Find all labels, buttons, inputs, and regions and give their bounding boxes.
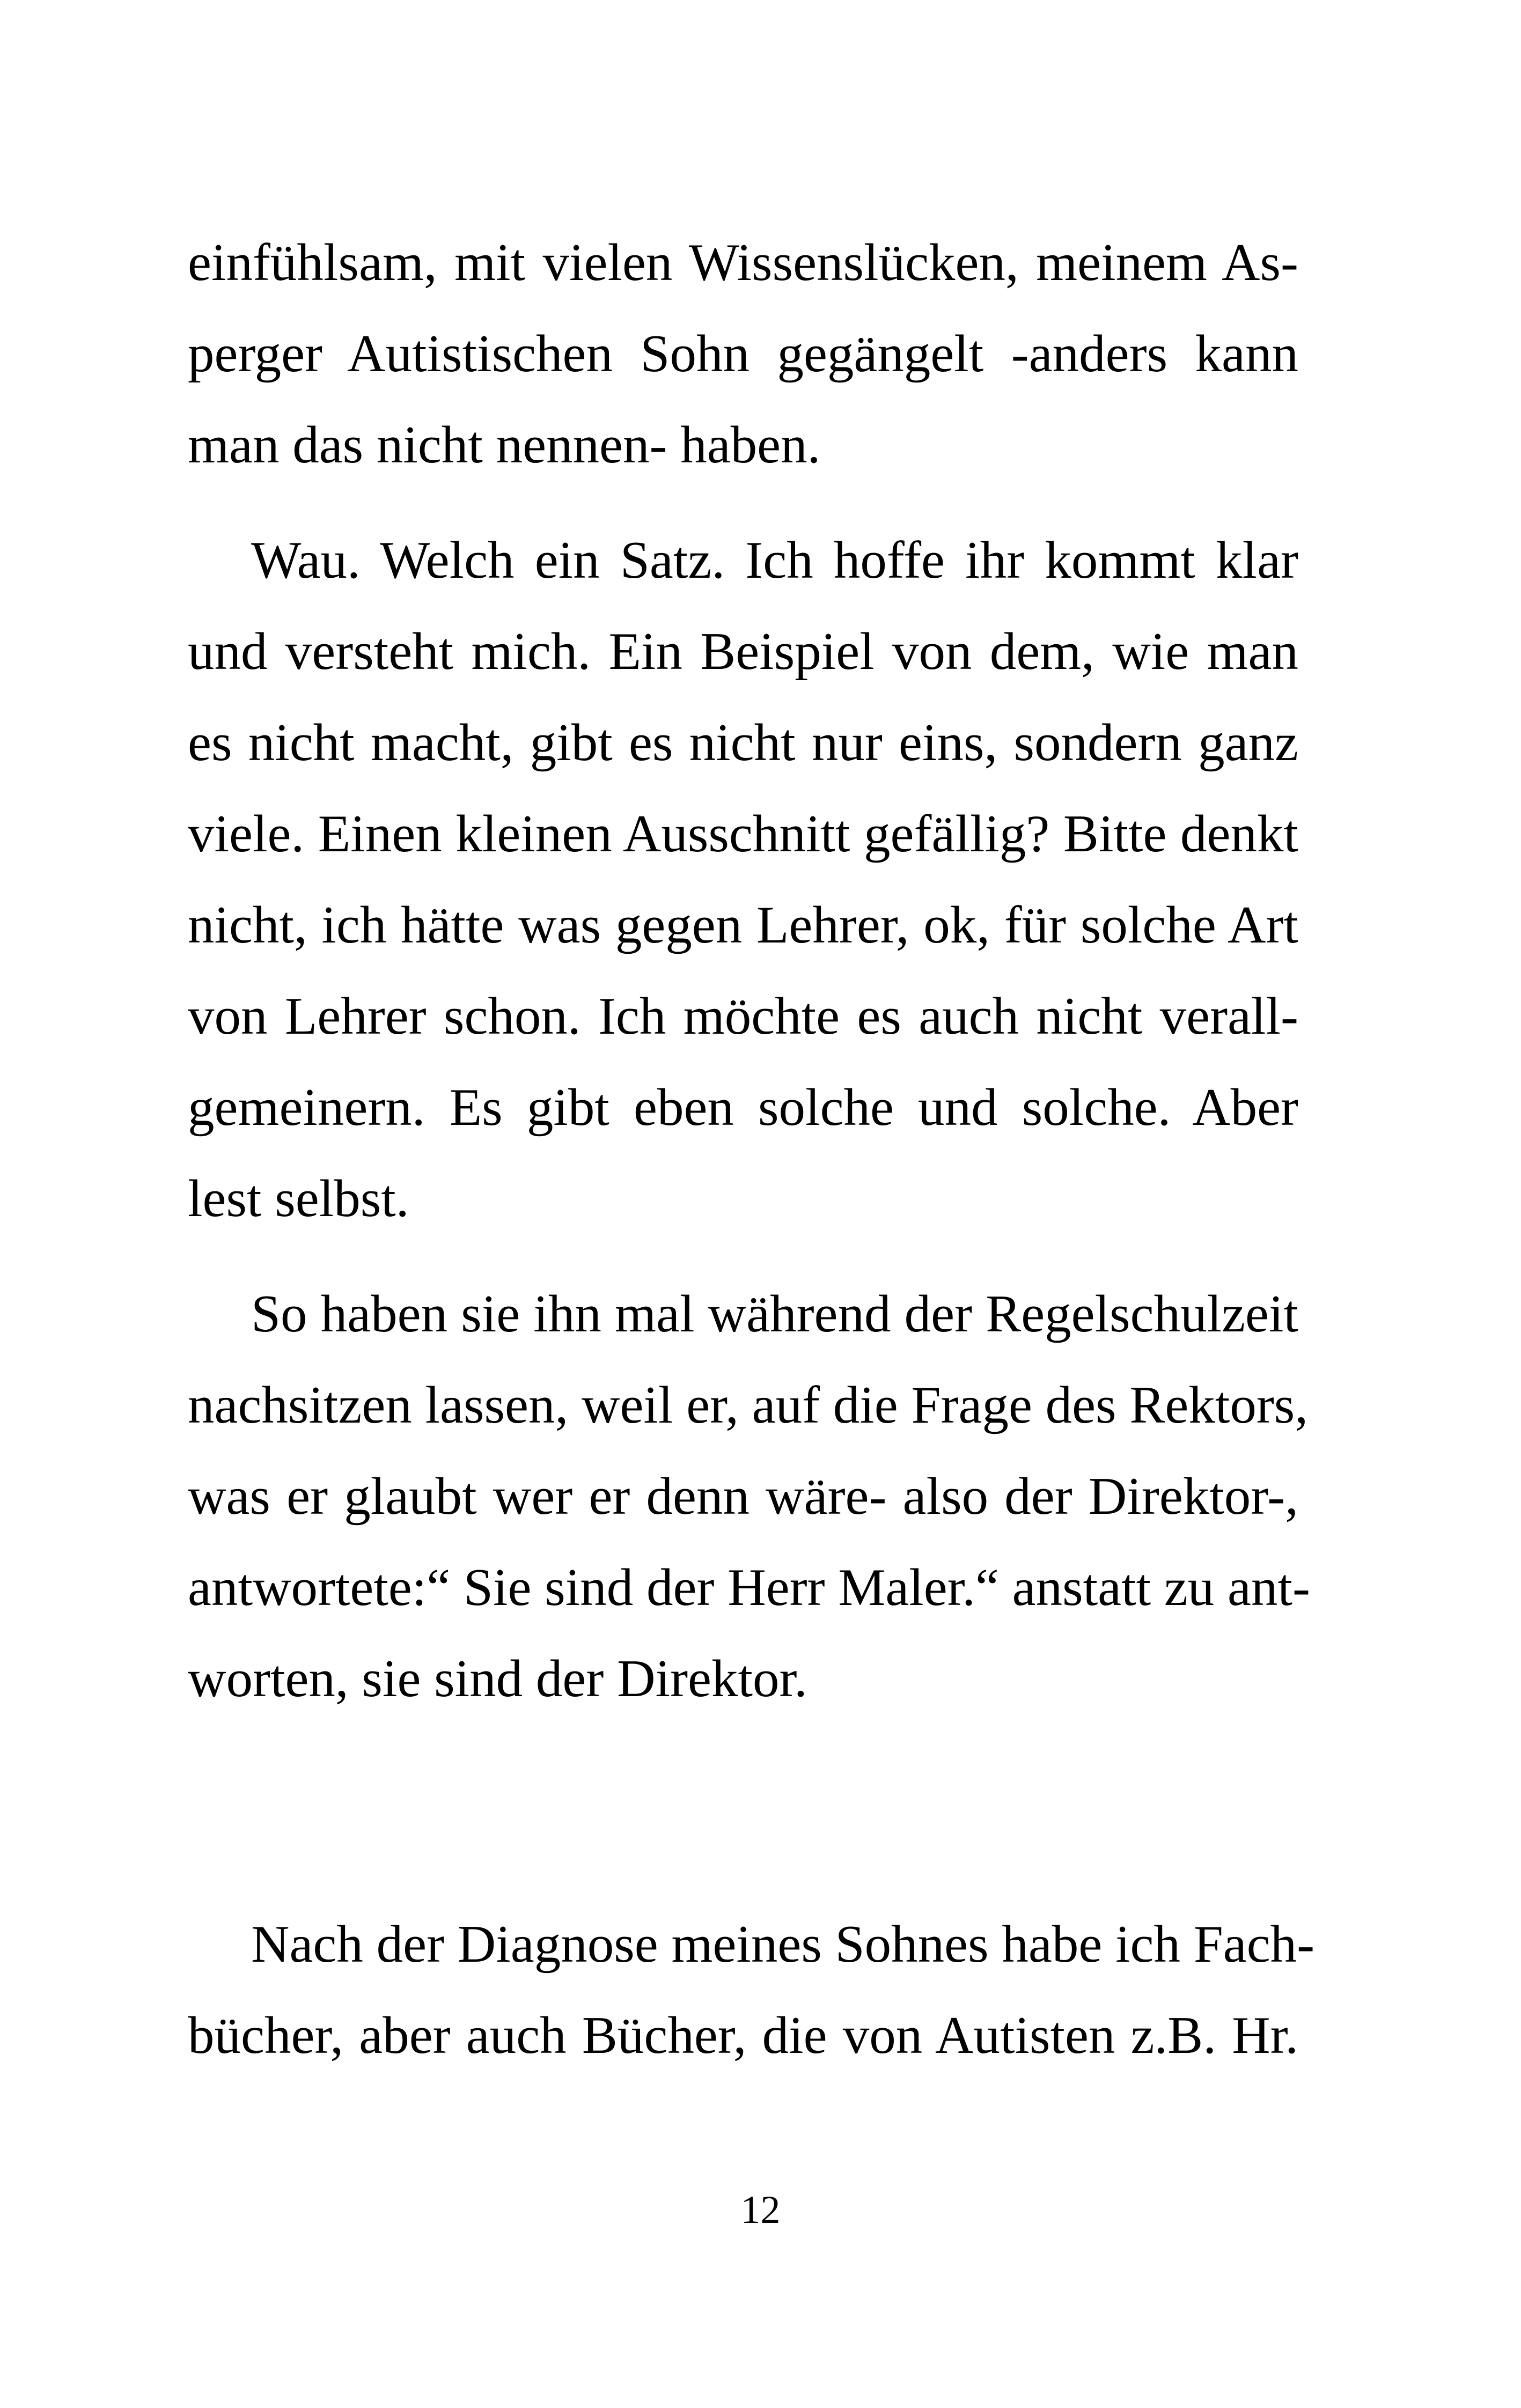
text-line: von Lehrer schon. Ich möchte es auch nicht verall- (188, 987, 1298, 1045)
text-line: perger Autistischen Sohn gegängelt -anders kann (188, 325, 1298, 383)
text-line: es nicht macht, gibt es nicht nur eins, sondern ganz (188, 713, 1298, 772)
text-line: antwortete:“ Sie sind der Herr Maler.“ anstatt zu ant- (188, 1558, 1310, 1617)
text-line: nachsitzen lassen, weil er, auf die Frage des Rektors, (188, 1376, 1309, 1434)
text-line: nicht, ich hätte was gegen Lehrer, ok, für solche Art (188, 896, 1298, 954)
text-line: einfühlsam, mit vielen Wissenslücken, meinem As- (188, 233, 1298, 292)
text-line: worten, sie sind der Direktor. (188, 1649, 807, 1708)
text-line: und versteht mich. Ein Beispiel von dem, wie man (188, 622, 1298, 681)
text-line: lest selbst. (188, 1169, 409, 1228)
text-line: So haben sie ihn mal während der Regelschulzeit (251, 1285, 1298, 1343)
page-number: 12 (740, 2188, 781, 2232)
text-line: was er glaubt wer er denn wäre- also der Direktor-, (188, 1467, 1298, 1526)
text-line: gemeinern. Es gibt eben solche und solche. Aber (188, 1078, 1298, 1137)
text-line: man das nicht nennen- haben. (188, 416, 821, 474)
text-line: bücher, aber auch Bücher, die von Autisten z.B. Hr. (188, 2006, 1298, 2065)
text-line: viele. Einen kleinen Ausschnitt gefällig? Bitte denkt (188, 805, 1298, 863)
text-line: Wau. Welch ein Satz. Ich hoffe ihr kommt klar (251, 531, 1298, 590)
text-line: Nach der Diagnose meines Sohnes habe ich Fach- (251, 1915, 1315, 1973)
